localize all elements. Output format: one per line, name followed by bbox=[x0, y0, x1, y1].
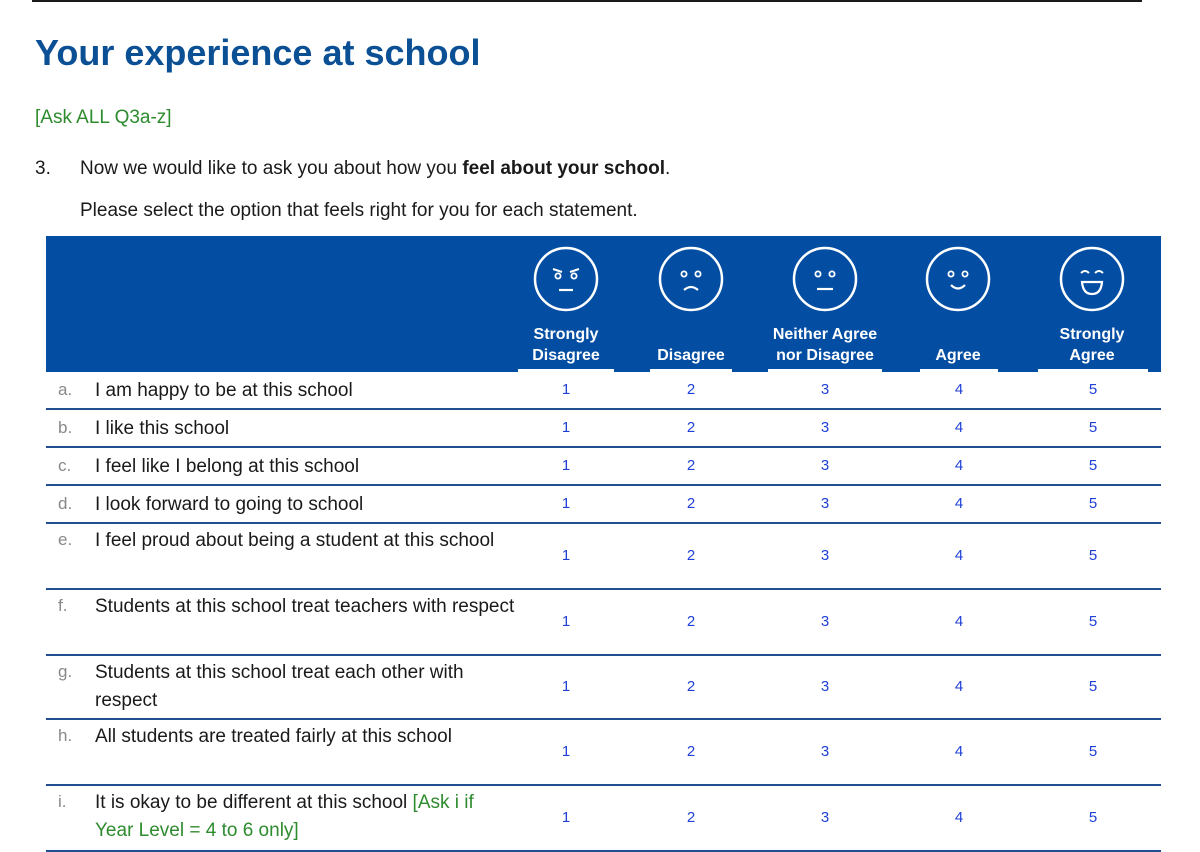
response-option-4[interactable]: 4 bbox=[954, 743, 964, 760]
response-option-4[interactable]: 4 bbox=[954, 809, 964, 826]
statement-text bbox=[95, 415, 515, 443]
response-option-5[interactable]: 5 bbox=[1088, 495, 1098, 512]
scale-header-3 bbox=[765, 236, 885, 372]
statement-label: I look forward to going to school bbox=[95, 494, 364, 515]
table-row bbox=[46, 410, 1161, 448]
response-option-5[interactable]: 5 bbox=[1088, 419, 1098, 436]
response-option-1[interactable]: 1 bbox=[561, 547, 571, 564]
response-option-2[interactable]: 2 bbox=[686, 547, 696, 564]
table-row bbox=[46, 524, 1161, 590]
statement-text bbox=[95, 491, 515, 519]
question-number: 3. bbox=[35, 158, 51, 179]
statement-letter: b. bbox=[58, 418, 73, 437]
table-row bbox=[46, 656, 1161, 720]
routing-instruction: [Ask ALL Q3a-z] bbox=[35, 107, 172, 128]
response-option-1[interactable]: 1 bbox=[561, 678, 571, 695]
scale-label-2: Disagree bbox=[657, 347, 725, 364]
scale-header-2 bbox=[631, 236, 751, 372]
statement-table bbox=[46, 372, 1161, 852]
response-option-2[interactable]: 2 bbox=[686, 613, 696, 630]
response-option-2[interactable]: 2 bbox=[686, 809, 696, 826]
response-option-2[interactable]: 2 bbox=[686, 381, 696, 398]
response-option-3[interactable]: 3 bbox=[820, 547, 830, 564]
response-option-1[interactable]: 1 bbox=[561, 419, 571, 436]
response-option-3[interactable]: 3 bbox=[820, 613, 830, 630]
response-option-3[interactable]: 3 bbox=[820, 809, 830, 826]
table-row bbox=[46, 372, 1161, 410]
sad-face-icon bbox=[658, 246, 724, 312]
response-option-3[interactable]: 3 bbox=[820, 419, 830, 436]
statement-text bbox=[95, 789, 515, 845]
statement-letter: i. bbox=[58, 792, 67, 811]
response-option-3[interactable]: 3 bbox=[820, 678, 830, 695]
response-option-3[interactable]: 3 bbox=[820, 457, 830, 474]
response-option-4[interactable]: 4 bbox=[954, 678, 964, 695]
response-option-1[interactable]: 1 bbox=[561, 613, 571, 630]
question-text-bold: feel about your school bbox=[462, 158, 666, 179]
response-option-5[interactable]: 5 bbox=[1088, 678, 1098, 695]
statement-label: All students are treated fairly at this school bbox=[95, 726, 452, 747]
table-row bbox=[46, 590, 1161, 656]
response-option-4[interactable]: 4 bbox=[954, 381, 964, 398]
response-option-1[interactable]: 1 bbox=[561, 495, 571, 512]
response-option-4[interactable]: 4 bbox=[954, 419, 964, 436]
very-happy-face-icon bbox=[1059, 246, 1125, 312]
scale-label-4: Agree bbox=[935, 347, 981, 364]
response-option-4[interactable]: 4 bbox=[954, 457, 964, 474]
response-option-1[interactable]: 1 bbox=[561, 381, 571, 398]
table-row bbox=[46, 720, 1161, 786]
response-option-3[interactable]: 3 bbox=[820, 743, 830, 760]
very-sad-face-icon bbox=[533, 246, 599, 312]
statement-letter: h. bbox=[58, 726, 73, 745]
statement-text bbox=[95, 527, 515, 555]
table-row bbox=[46, 448, 1161, 486]
scale-header-4 bbox=[898, 236, 1018, 372]
response-option-2[interactable]: 2 bbox=[686, 495, 696, 512]
statement-label: I feel proud about being a student at this school bbox=[95, 530, 495, 551]
table-row bbox=[46, 486, 1161, 524]
statement-text bbox=[95, 453, 515, 481]
response-option-5[interactable]: 5 bbox=[1088, 613, 1098, 630]
response-option-4[interactable]: 4 bbox=[954, 613, 964, 630]
question-text-start: Now we would like to ask you about how you bbox=[80, 158, 463, 179]
statement-routing-note: [Ask i if Year Level = 4 to 6 only] bbox=[95, 792, 474, 841]
table-row bbox=[46, 786, 1161, 852]
response-option-5[interactable]: 5 bbox=[1088, 381, 1098, 398]
statement-text bbox=[95, 659, 515, 715]
response-option-1[interactable]: 1 bbox=[561, 809, 571, 826]
scale-header-5 bbox=[1032, 236, 1152, 372]
statement-label: It is okay to be different at this school bbox=[95, 792, 413, 813]
scale-label-3: Neither Agree nor Disagree bbox=[772, 326, 878, 364]
statement-letter: e. bbox=[58, 530, 73, 549]
response-option-5[interactable]: 5 bbox=[1088, 809, 1098, 826]
statement-letter: g. bbox=[58, 662, 73, 681]
response-option-4[interactable]: 4 bbox=[954, 495, 964, 512]
statement-text bbox=[95, 723, 515, 751]
response-option-4[interactable]: 4 bbox=[954, 547, 964, 564]
question-subtext: Please select the option that feels right for you for each statement. bbox=[80, 200, 638, 221]
response-option-2[interactable]: 2 bbox=[686, 457, 696, 474]
response-option-2[interactable]: 2 bbox=[686, 743, 696, 760]
neutral-face-icon bbox=[792, 246, 858, 312]
statement-label: Students at this school treat each other with respect bbox=[95, 662, 464, 711]
statement-text bbox=[95, 377, 515, 405]
statement-text bbox=[95, 593, 515, 621]
response-option-1[interactable]: 1 bbox=[561, 743, 571, 760]
response-option-2[interactable]: 2 bbox=[686, 678, 696, 695]
happy-face-icon bbox=[925, 246, 991, 312]
question-text bbox=[80, 158, 670, 180]
statement-label: I am happy to be at this school bbox=[95, 380, 353, 401]
response-option-5[interactable]: 5 bbox=[1088, 547, 1098, 564]
statement-label: I feel like I belong at this school bbox=[95, 456, 360, 477]
statement-letter: d. bbox=[58, 494, 73, 513]
response-option-3[interactable]: 3 bbox=[820, 495, 830, 512]
statement-label: I like this school bbox=[95, 418, 230, 439]
scale-header-1 bbox=[506, 236, 626, 372]
question-text-end: . bbox=[665, 158, 671, 179]
scale-label-1: Strongly Disagree bbox=[532, 326, 600, 364]
response-option-2[interactable]: 2 bbox=[686, 419, 696, 436]
statement-letter: a. bbox=[58, 380, 73, 399]
statement-letter: f. bbox=[58, 596, 68, 615]
top-rule bbox=[32, 0, 1142, 2]
statement-letter: c. bbox=[58, 456, 72, 475]
response-option-1[interactable]: 1 bbox=[561, 457, 571, 474]
response-option-5[interactable]: 5 bbox=[1088, 457, 1098, 474]
scale-label-5: Strongly Agree bbox=[1059, 326, 1125, 364]
response-option-5[interactable]: 5 bbox=[1088, 743, 1098, 760]
statement-label: Students at this school treat teachers with respect bbox=[95, 596, 515, 617]
section-title: Your experience at school bbox=[35, 32, 481, 73]
response-option-3[interactable]: 3 bbox=[820, 381, 830, 398]
